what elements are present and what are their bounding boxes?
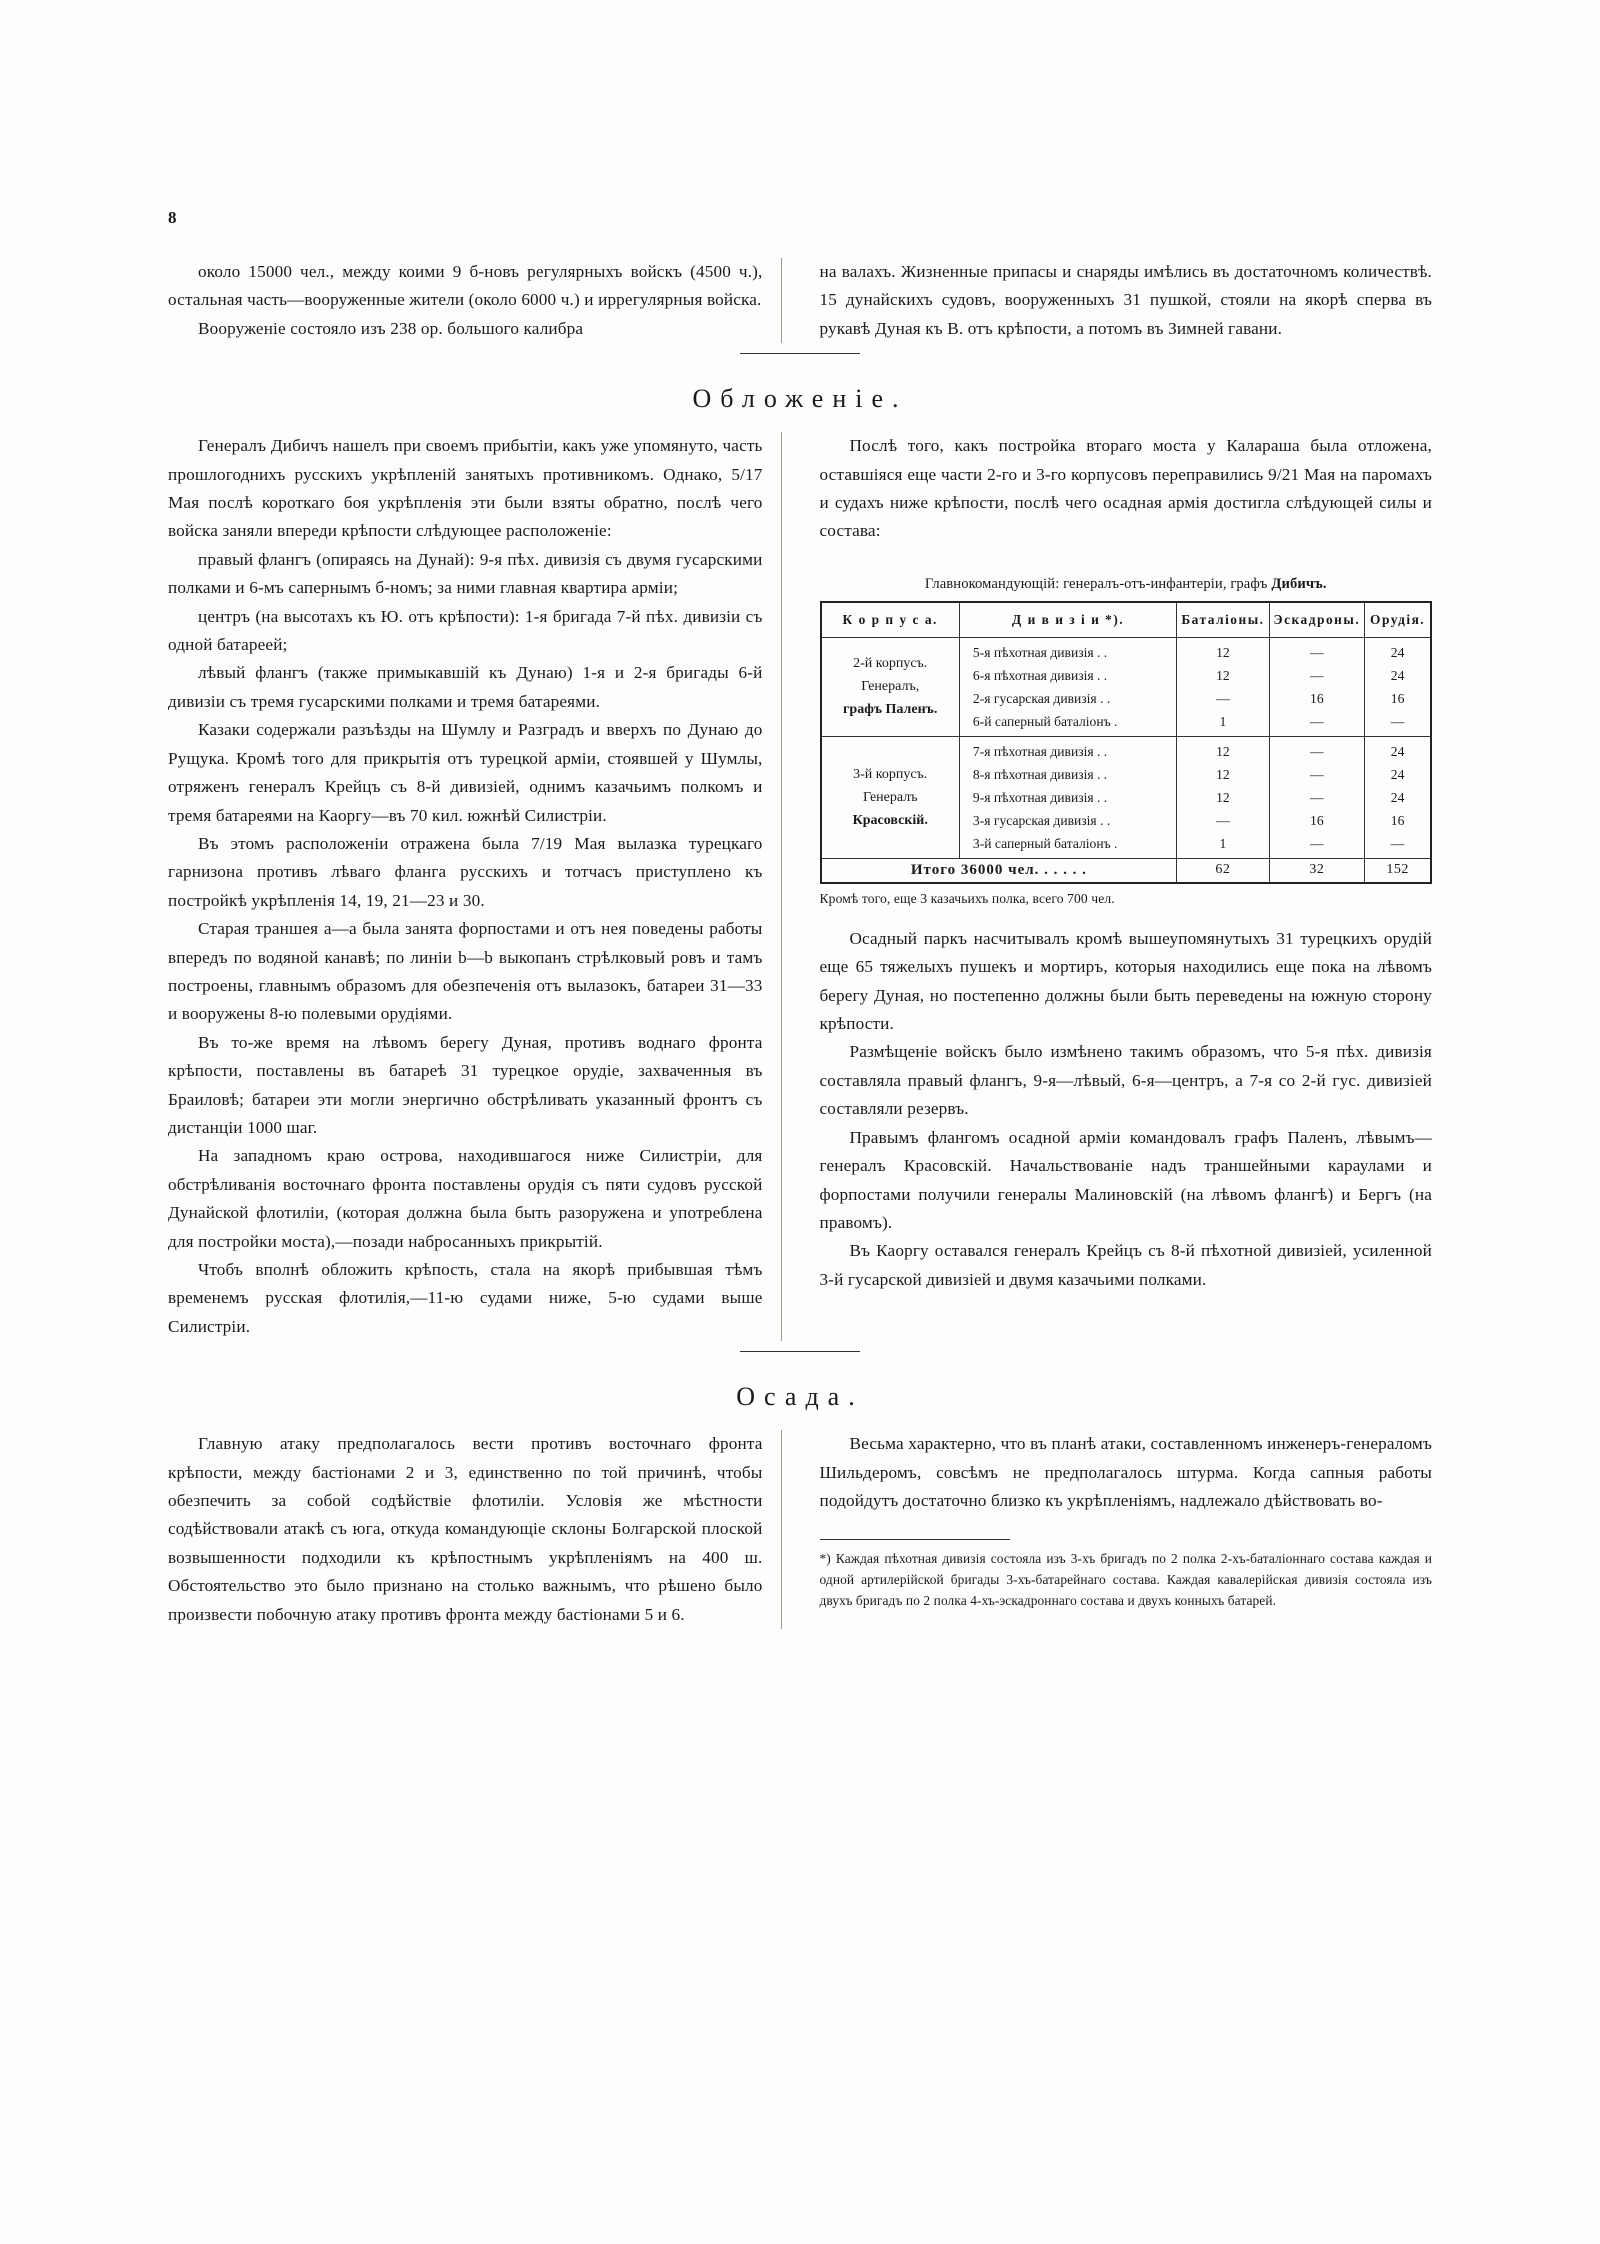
guns-cell	[1365, 736, 1431, 858]
paragraph: центръ (на высотахъ къ Ю. отъ крѣпости): 1-я бригада 7-й пѣх. дивизіи съ одной батареей;	[168, 606, 763, 655]
footnote	[820, 1539, 1433, 1611]
value: 24	[1390, 743, 1405, 759]
table-header-row	[821, 602, 1432, 638]
paragraph: Казаки содержали разъѣзды на Шумлу и Разградъ и вверхъ по Дунаю до Рущука. Кромѣ того для прикрытія отъ турецкой арміи, стоявшей у Шумлы, отряженъ генералъ Крейцъ съ 8-й дивизіей, однимъ казачьимъ полкомъ и тремя батареями на Каоргу—въ 70 кил. южнѣй Силистріи.	[168, 720, 763, 825]
total-guns: 152	[1365, 858, 1431, 883]
squadrons-cell	[1269, 736, 1365, 858]
paragraph: Осадный паркъ насчитывалъ кромѣ вышеупомянутыхъ 31 турецкихъ орудій еще 65 тяжелыхъ пушекъ и мортиръ, которыя находились еще пока на лѣвомъ берегу Дуная, но постепенно должны были быть переведены на южную сторону крѣпости.	[819, 928, 1432, 1034]
commander-name: Дибичъ.	[1271, 575, 1327, 592]
total-battalions: 62	[1177, 858, 1269, 883]
divisions-cell	[959, 637, 1176, 736]
value: —	[1310, 835, 1324, 851]
value: 12	[1216, 766, 1230, 782]
divisions-cell	[959, 736, 1176, 858]
section-rule-top	[168, 353, 1432, 354]
value: 16	[1390, 690, 1405, 706]
value: 1	[1219, 713, 1227, 729]
page-number: 8	[168, 208, 177, 227]
division-line: 3-й саперный баталіонъ .	[972, 835, 1118, 851]
paragraph: Послѣ того, какъ постройка втораго моста у Калараша была отложена, оставшіяся еще части 2-го и 3-го корпусовъ переправились 9/21 Мая на паромахъ и судахъ ниже крѣпости, послѣ чего осадная армія достигла слѣдующей силы и состава:	[819, 436, 1432, 541]
section-oblozhenie-columns	[168, 432, 1432, 1341]
corps-line: 3-й корпусъ.	[853, 766, 928, 782]
corps-commander: Красовскій.	[852, 812, 928, 828]
value: 24	[1390, 766, 1405, 782]
osada-left-column	[168, 1430, 782, 1629]
column-header-squadrons: Эскадроны.	[1269, 602, 1365, 638]
paragraph: Вооруженіе состояло изъ 238 ор. большого калибра	[198, 318, 584, 338]
table-caption	[820, 576, 1433, 593]
value: —	[1390, 713, 1405, 729]
paragraph: на валахъ. Жизненные припасы и снаряды имѣлись въ достаточномъ количествѣ. 15 дунайскихъ судовъ, вооруженныхъ 31 пушкой, стояли на якорѣ сперва въ рукавѣ Дуная къ В. отъ крѣпости, а потомъ въ Зимней гавани.	[819, 262, 1432, 338]
corps-commander: графъ Паленъ.	[843, 702, 938, 718]
squadrons-cell	[1269, 637, 1365, 736]
paragraph: правый флангъ (опираясь на Дунай): 9-я пѣх. дивизія съ двумя гусарскими полками и 6-мъ сапернымъ б-номъ; за ними главная квартира арміи;	[168, 549, 763, 598]
value: 12	[1216, 789, 1230, 805]
footnote-rule	[820, 1539, 1010, 1540]
table-caption-text: Главнокомандующій: генералъ-отъ-инфантеріи, графъ	[924, 575, 1272, 592]
paragraph: Въ этомъ расположеніи отражена была 7/19 Мая вылазка турецкаго гарнизона противъ лѣваго фланга русскихъ и тотчасъ приступлено къ постройкѣ укрѣпленія 14, 19, 21—23 и 30.	[168, 833, 763, 910]
top-left-column	[168, 258, 782, 343]
division-line: 2-я гусарская дивизія . .	[972, 690, 1111, 706]
division-line: 5-я пѣхотная дивизія . .	[972, 644, 1108, 660]
value: —	[1310, 667, 1324, 683]
value: 24	[1390, 644, 1405, 660]
division-line: 6-й саперный баталіонъ .	[972, 713, 1118, 729]
value: —	[1216, 690, 1230, 706]
value: —	[1390, 835, 1405, 851]
value: 24	[1390, 789, 1405, 805]
division-line: 9-я пѣхотная дивизія . .	[972, 789, 1108, 805]
division-line: 7-я пѣхотная дивизія . .	[972, 743, 1108, 759]
value: —	[1310, 789, 1324, 805]
footnote-text: *) Каждая пѣхотная дивизія состояла изъ 3-хъ бригадъ по 2 полка 2-хъ-баталіоннаго состава каждая и одной артилерійской бригады 3-хъ-батарейнаго состава. Каждая кавалерійская дивизія состояла изъ двухъ бригадъ по 2 полка 4-хъ-эскадроннаго состава и двухъ конныхъ батарей.	[819, 1551, 1432, 1609]
battalions-cell	[1177, 637, 1269, 736]
value: —	[1310, 713, 1324, 729]
paragraph: Старая траншея a—a была занята форпостами и отъ нея поведены работы впередъ по водяной канавѣ; по линіи b—b выкопанъ стрѣлковый ровъ и тамъ построены, главнымъ образомъ для обезпеченія отъ вылазокъ, батареи 31—33 и вооружены 8-ю полевыми орудіями.	[168, 919, 763, 1024]
paragraph: Правымъ флангомъ осадной арміи командовалъ графъ Паленъ, лѣвымъ—генералъ Красовскій. Начальствованіе надъ траншейными караулами и форпостами получили генералы Малиновскій (на лѣвомъ флангѣ) и Бергъ (на правомъ).	[819, 1127, 1432, 1232]
column-header-battalions: Баталіоны.	[1177, 602, 1269, 638]
paragraph: Въ то-же время на лѣвомъ берегу Дуная, противъ воднаго фронта крѣпости, поставлены въ батареѣ 31 турецкое орудіе, захваченныя въ Браиловѣ; батареи эти могли энергично обстрѣливать указанный фронтъ съ дистанціи 1000 шаг.	[168, 1032, 763, 1137]
top-columns	[168, 258, 1432, 343]
value: 12	[1216, 743, 1230, 759]
section-osada-columns	[168, 1430, 1432, 1629]
corps-cell	[821, 736, 960, 858]
total-squadrons: 32	[1269, 858, 1365, 883]
column-header-corps: К о р п у с а.	[821, 602, 960, 638]
troops-table	[820, 601, 1433, 884]
value: —	[1216, 812, 1230, 828]
table-body	[821, 637, 1432, 883]
table-row	[821, 736, 1432, 858]
table-total-row	[821, 858, 1432, 883]
corps-line: Генералъ,	[861, 679, 920, 695]
division-line: 8-я пѣхотная дивизія . .	[972, 766, 1108, 782]
value: 12	[1216, 667, 1230, 683]
column-header-guns: Орудія.	[1365, 602, 1431, 638]
table-header	[821, 602, 1432, 638]
oblozhenie-left-column	[168, 432, 782, 1341]
table-row	[821, 637, 1432, 736]
value: —	[1310, 743, 1324, 759]
paragraph: около 15000 чел., между коими 9 б-новъ регулярныхъ войскъ (4500 ч.), остальная часть—вооруженные жители (около 6000 ч.) и иррегулярныя войска.	[168, 262, 763, 310]
value: 1	[1219, 835, 1227, 851]
section-title-oblozhenie: Обложеніе.	[692, 384, 908, 414]
paragraph: На западномъ краю острова, находившагося ниже Силистріи, для обстрѣливанія восточнаго фронта поставлены орудія съ пяти судовъ русской Дунайской флотиліи, (которая должна была быть разоружена и употреблена для постройки моста),—позади набросанныхъ прикрытій.	[168, 1146, 763, 1251]
guns-cell	[1365, 637, 1431, 736]
section-title-osada: Осада.	[736, 1382, 864, 1412]
table-note: Кромѣ того, еще 3 казачьихъ полка, всего 700 чел.	[819, 890, 1115, 906]
paragraph: лѣвый флангъ (также примыкавшій къ Дунаю) 1-я и 2-я бригады 6-й дивизіи съ тремя гусарскими полками и тремя батареями.	[168, 663, 763, 711]
total-label: Итого 36000 чел. . . . . .	[821, 858, 1177, 883]
paragraph: Весьма характерно, что въ планѣ атаки, составленномъ инженеръ-генераломъ Шильдеромъ, совсѣмъ не предполагалось штурма. Когда сапныя работы подойдутъ достаточно близко къ укрѣпленіямъ, надлежало дѣйствовать во-	[819, 1434, 1432, 1511]
value: 16	[1390, 812, 1405, 828]
section-rule-osada	[168, 1351, 1432, 1352]
column-header-divisions: Д и в и з і и *).	[959, 602, 1176, 638]
paragraph: Чтобъ вполнѣ обложить крѣпость, стала на якорѣ прибывшая тѣмъ временемъ русская флотилія,—11-ю судами ниже, 5-ю судами выше Силистріи.	[168, 1260, 763, 1336]
division-line: 3-я гусарская дивизія . .	[972, 812, 1111, 828]
oblozhenie-right-column	[820, 432, 1433, 1294]
corps-line: Генералъ	[862, 789, 918, 805]
paragraph: Въ Каоргу оставался генералъ Крейцъ съ 8-й пѣхотной дивизіей, усиленной 3-й гусарской дивизіей и двумя казачьими полками.	[819, 1241, 1432, 1289]
value: —	[1310, 644, 1324, 660]
battalions-cell	[1177, 736, 1269, 858]
corps-cell	[821, 637, 960, 736]
osada-right-column	[820, 1430, 1433, 1611]
value: 24	[1390, 667, 1405, 683]
page-content	[168, 258, 1432, 1629]
value: 16	[1310, 812, 1324, 828]
value: 16	[1310, 690, 1324, 706]
division-line: 6-я пѣхотная дивизія . .	[972, 667, 1108, 683]
top-right-column	[820, 258, 1433, 343]
paragraph: Размѣщеніе войскъ было измѣнено такимъ образомъ, что 5-я пѣх. дивизія составляла правый флангъ, 9-я—лѣвый, 6-я—центръ, а 7-я со 2-й гус. дивизіей составляли резервъ.	[819, 1042, 1432, 1119]
value: 12	[1216, 644, 1230, 660]
paragraph: Генералъ Дибичъ нашелъ при своемъ прибытіи, какъ уже упомянуто, часть прошлогоднихъ русскихъ укрѣпленій занятыхъ противникомъ. Однако, 5/17 Мая послѣ короткаго боя укрѣпленія эти были взяты обратно, послѣ чего войска заняли впереди крѣпости слѣдующее расположеніе:	[168, 436, 763, 541]
corps-line: 2-й корпусъ.	[853, 656, 928, 672]
paragraph: Главную атаку предполагалось вести противъ восточнаго фронта крѣпости, между бастіонами 2 и 3, единственно по той причинѣ, чтобы обезпечить за собой содѣйствіе флотиліи. Условія же мѣстности содѣйствовали атакѣ съ юга, откуда командующіе склоны Болгарской плоской возвышенности подходили къ крѣпостнымъ укрѣпленіямъ на 400 ш. Обстоятельство это было признано на столько важнымъ, что рѣшено было произвести побочную атаку противъ фронта между бастіонами 5 и 6.	[168, 1434, 763, 1624]
value: —	[1310, 766, 1324, 782]
